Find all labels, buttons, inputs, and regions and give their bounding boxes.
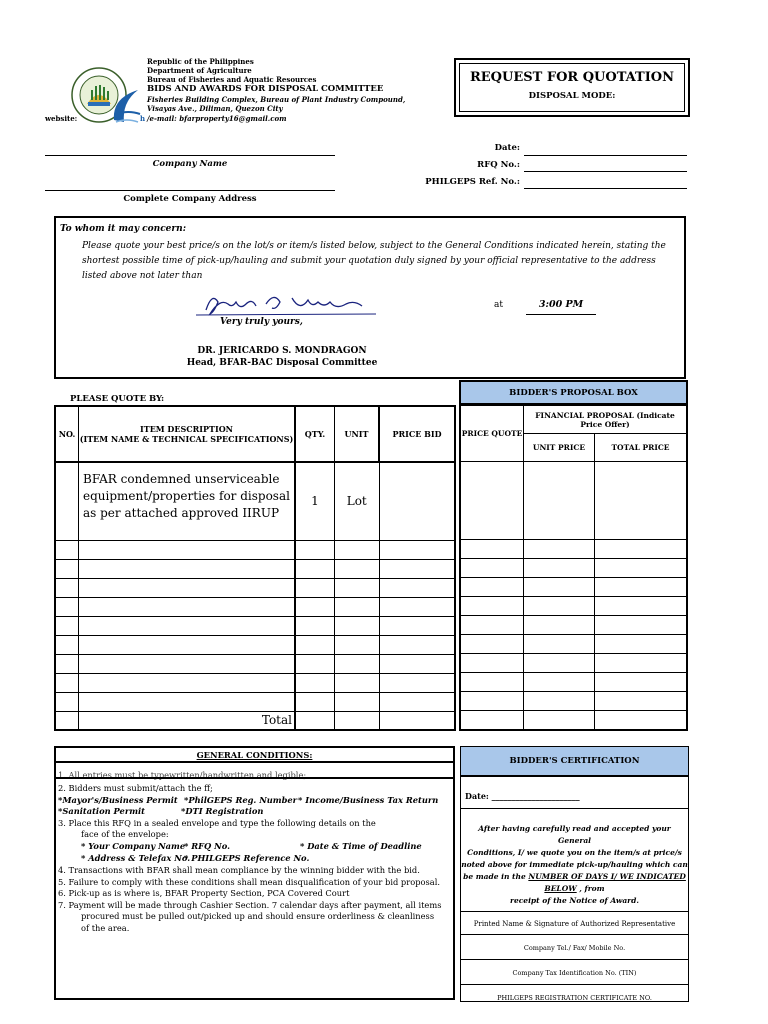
cert-divider-3 (461, 934, 688, 935)
financial-proposal-header: FINANCIAL PROPOSAL (Indicate Price Offer) (524, 406, 688, 434)
table-row (55, 673, 455, 692)
bidder-proposal-table (459, 405, 688, 731)
rfq-no-label: RFQ No.: (477, 160, 520, 170)
bidder-row (460, 673, 687, 692)
bidder-row (460, 692, 687, 711)
bidders-certification-box (460, 746, 689, 1002)
cert-text-4a: be made in the (463, 872, 529, 881)
signature-image (196, 288, 376, 320)
bfar-logo (108, 84, 144, 128)
table-row (55, 559, 455, 578)
philgeps-ref-label: PHILGEPS Ref. No.: (425, 177, 520, 187)
gc-rfq-no: * RFQ No. (184, 841, 230, 851)
item-no-cell (55, 462, 79, 540)
company-address-line[interactable] (45, 190, 335, 191)
gc-condition-7b: procured must be pulled out/picked up and should ensure orderliness & cleanliness (81, 911, 435, 921)
cert-text-4 (461, 871, 688, 883)
deadline-time: 3:00 PM (538, 299, 584, 310)
bidder-row (460, 540, 687, 559)
gc-condition-2: 2. Bidders must submit/attach the ff; (58, 783, 213, 793)
address-line-2: Visayas Ave., Diliman, Quezon City (147, 104, 283, 113)
item-unit: Lot (335, 462, 380, 540)
cert-philgeps-no[interactable]: PHILGEPS REGISTRATION CERTIFICATE NO. (497, 994, 652, 1002)
cert-text-3: noted above for immediate pick-up/hauling which can (461, 860, 688, 869)
total-price-header: TOTAL PRICE (595, 434, 688, 462)
website-label: website: (45, 114, 78, 123)
table-row (55, 692, 455, 711)
republic-text: Republic of the Philippines (147, 57, 254, 66)
item-table (54, 405, 456, 731)
gc-condition-6: 6. Pick-up as is where is, BFAR Property Section, PCA Covered Court (58, 888, 350, 898)
cert-divider-5 (461, 984, 688, 985)
table-row (55, 597, 455, 616)
col-price-bid: PRICE BID (379, 406, 455, 462)
cert-text-2: Conditions, I/ we quote you on the item/s at price/s (467, 848, 682, 857)
table-row (55, 616, 455, 635)
gc-divider-2 (56, 777, 453, 779)
gc-condition-7: 7. Payment will be made through Cashier Section. 7 calendar days after payment, all items (58, 900, 442, 910)
table-row (55, 635, 455, 654)
company-name-label: Company Name (152, 159, 228, 169)
letter-body: Please quote your best price/s on the lot/s or item/s listed below, subject to the General Conditions indicated herein, stating the shortest possible time of pick-up/hauling and submit your quotation duly signed by your official representative to the address listed above not later than (82, 241, 666, 281)
email-text: /e-mail: bfarproperty16@gmail.com (147, 114, 287, 123)
gc-income-tax: * Income/Business Tax Return (298, 795, 439, 805)
cert-tin[interactable]: Company Tax Identification No. (TIN) (512, 969, 637, 977)
gc-mayors-permit: *Mayor's/Business Permit (58, 795, 178, 805)
bidder-row (460, 597, 687, 616)
table-row (55, 540, 455, 559)
general-conditions-box (54, 746, 455, 1000)
cert-text-5a: BELOW (544, 884, 577, 893)
date-field[interactable] (524, 155, 687, 156)
gc-condition-1: 1. All entries must be typewritten/handwritten and legible; (58, 770, 307, 780)
cert-date[interactable]: Date: ______________________ (465, 791, 580, 801)
bidder-row (460, 635, 687, 654)
gc-dti-registration: *DTI Registration (181, 806, 264, 816)
total-price-bid[interactable] (379, 711, 455, 730)
bidder-row (460, 616, 687, 635)
cert-text-4b: NUMBER OF DAYS I/ WE INDICATED (528, 872, 686, 881)
cert-text-5 (461, 883, 688, 895)
col-description-line-1: ITEM DESCRIPTION (140, 424, 233, 434)
deadline-time-line (526, 314, 596, 315)
item-description: BFAR condemned unserviceable equipment/properties for disposal as per attached approved IIRUP (79, 462, 296, 540)
bidder-row (460, 654, 687, 673)
rfq-no-field[interactable] (524, 171, 687, 172)
website-link[interactable]: h (140, 114, 146, 123)
cert-text-5b: , from (576, 884, 605, 893)
gc-philgeps-reg: *PhilGEPS Reg. Number (184, 795, 298, 805)
cert-divider-1 (461, 808, 688, 809)
rfq-title-box (454, 58, 690, 117)
at-label: at (494, 300, 503, 310)
total-row (55, 711, 455, 730)
department-text: Department of Agriculture (147, 66, 252, 75)
gc-your-company-name: * Your Company Name (81, 841, 186, 851)
item-price-bid[interactable] (379, 462, 455, 540)
col-description-line-2: (ITEM NAME & TECHNICAL SPECIFICATIONS) (79, 434, 294, 444)
philgeps-ref-field[interactable] (524, 188, 687, 189)
col-no: NO. (55, 406, 79, 462)
table-row (55, 654, 455, 673)
letter-box (54, 216, 686, 379)
signatory-name: DR. JERICARDO S. MONDRAGON (197, 346, 367, 356)
please-quote-by: PLEASE QUOTE BY: (70, 394, 165, 404)
bidders-proposal-box-header: BIDDER'S PROPOSAL BOX (459, 380, 688, 405)
gc-philgeps-reference: * PHILGEPS Reference No. (184, 853, 310, 863)
committee-name: BIDS AND AWARDS FOR DISPOSAL COMMITTEE (147, 84, 384, 94)
disposal-mode: DISPOSAL MODE: (528, 91, 616, 101)
col-description (79, 406, 296, 462)
cert-divider-2 (461, 911, 688, 912)
address-line-1: Fisheries Building Complex, Bureau of Plant Industry Compound, (147, 95, 406, 104)
item-qty: 1 (295, 462, 335, 540)
table-row (55, 578, 455, 597)
bidder-row (460, 578, 687, 597)
company-name-line[interactable] (45, 155, 335, 156)
gc-condition-7c: of the area. (81, 923, 130, 933)
gc-condition-3b: face of the envelope: (81, 829, 169, 839)
cert-printed-name[interactable]: Printed Name & Signature of Authorized Representative (473, 920, 676, 928)
bidders-certification-header: BIDDER'S CERTIFICATION (461, 747, 688, 777)
gc-condition-5: 5. Failure to comply with these conditions shall mean disqualification of your bid proposal. (58, 877, 440, 887)
total-label: Total (79, 711, 296, 730)
date-label: Date: (494, 143, 520, 153)
col-unit: UNIT (335, 406, 380, 462)
col-qty: QTY. (295, 406, 335, 462)
cert-divider-4 (461, 959, 688, 960)
bidder-row (460, 559, 687, 578)
general-conditions-title: GENERAL CONDITIONS: (196, 750, 313, 760)
company-address-label: Complete Company Address (123, 194, 257, 204)
gc-condition-3: 3. Place this RFQ in a sealed envelope and type the following details on the (58, 818, 376, 828)
rfq-title: REQUEST FOR QUOTATION (469, 70, 675, 85)
bureau-text: Bureau of Fisheries and Aquatic Resources (147, 75, 317, 84)
gc-date-time-deadline: * Date & Time of Deadline (300, 841, 422, 851)
gc-condition-4: 4. Transactions with BFAR shall mean compliance by the winning bidder with the bid. (58, 865, 420, 875)
gc-title-divider (56, 761, 453, 763)
signatory-position: Head, BFAR-BAC Disposal Committee (186, 358, 378, 368)
cert-text-6: receipt of the Notice of Award. (510, 896, 639, 905)
price-quote-header: PRICE QUOTE (460, 406, 524, 462)
unit-price-header: UNIT PRICE (524, 434, 595, 462)
cert-statement (461, 823, 688, 907)
bidder-row (460, 711, 687, 730)
closing: Very truly yours, (220, 317, 303, 327)
gc-address-telefax: * Address & Telefax No. (81, 853, 191, 863)
bidder-row (460, 462, 687, 540)
cert-text-1: After having carefully read and accepted your General (478, 824, 671, 845)
greeting: To whom it may concern: (60, 224, 187, 234)
cert-tel-fax[interactable]: Company Tel./ Fax/ Mobile No. (523, 944, 626, 952)
gc-sanitation-permit: *Sanitation Permit (58, 806, 145, 816)
